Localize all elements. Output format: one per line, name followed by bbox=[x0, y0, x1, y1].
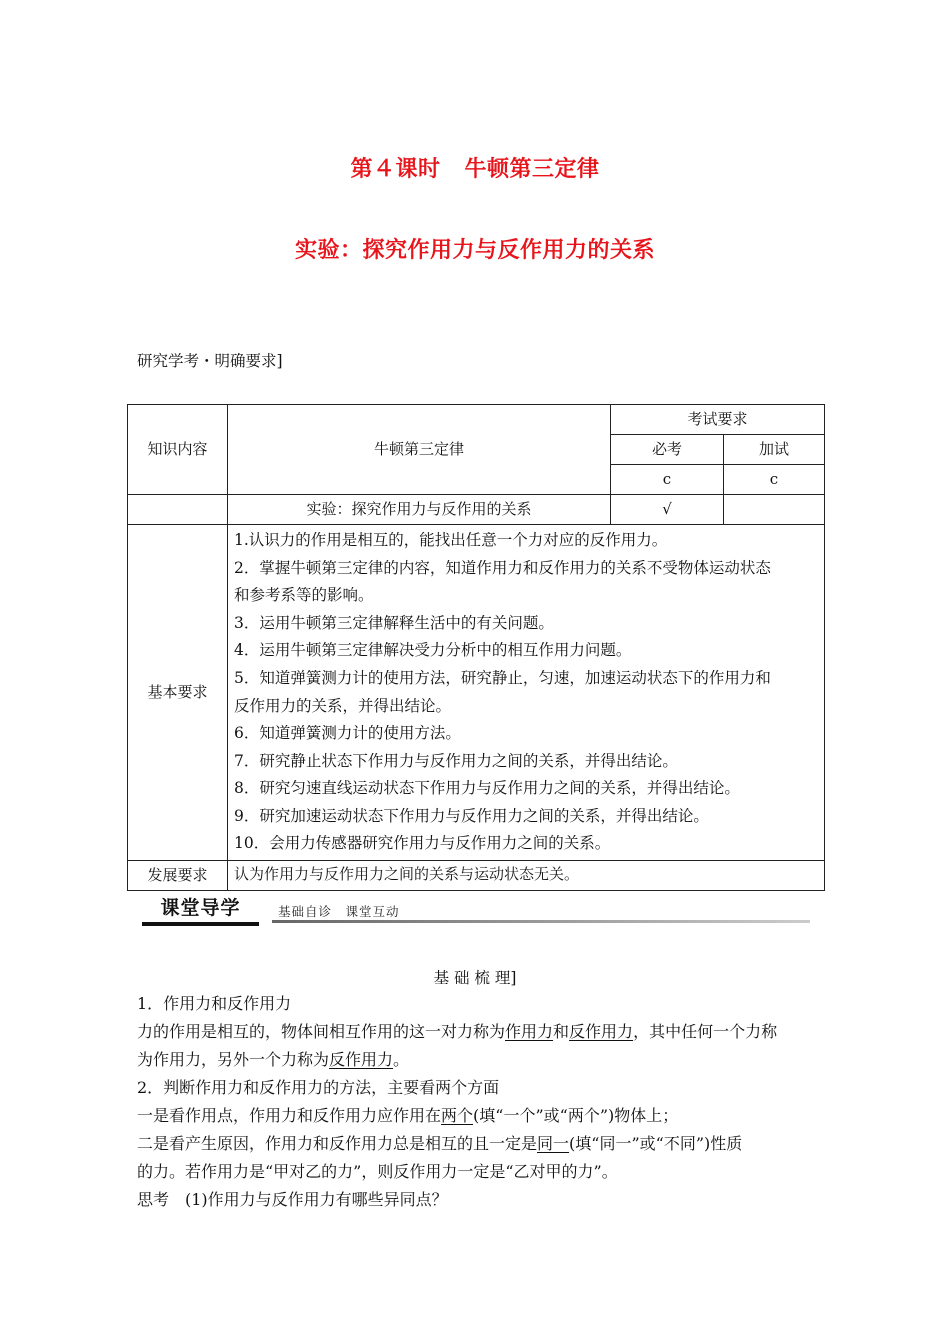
lesson-topic: 牛顿第三定律 bbox=[464, 157, 600, 182]
answer-blank: 两个 bbox=[441, 1106, 474, 1125]
lesson-number: 第４课时 bbox=[350, 157, 441, 182]
answer-blank: 反作用力 bbox=[329, 1050, 394, 1069]
p1-title: 1．作用力和反作用力 bbox=[137, 994, 292, 1013]
exam-req-label: 考试要求 bbox=[611, 405, 825, 435]
p2-title: 2．判断作用力和反作用力的方法，主要看两个方面 bbox=[137, 1078, 500, 1097]
answer-blank: 作用力 bbox=[505, 1022, 554, 1041]
row2-content: 实验：探究作用力与反作用的关系 bbox=[228, 495, 611, 525]
row1-content: 牛顿第三定律 bbox=[228, 405, 611, 495]
dev-label: 发展要求 bbox=[128, 861, 228, 891]
basic-item: 10．会用力传感器研究作用力与反作用力之间的关系。 bbox=[234, 834, 611, 853]
basic-item: 和参考系等的影响。 bbox=[234, 586, 374, 605]
required-label: 必考 bbox=[611, 435, 724, 465]
think-question: 思考 (1)作用力与反作用力有哪些异同点？ bbox=[137, 1190, 448, 1209]
class-guide-banner bbox=[142, 896, 810, 926]
banner-subtitle: 基础自诊 课堂互动 bbox=[278, 904, 400, 919]
requirements-table bbox=[127, 404, 825, 891]
basic-item: 8．研究匀速直线运动状态下作用力与反作用力之间的关系，并得出结论。 bbox=[234, 779, 740, 798]
knowledge-label: 知识内容 bbox=[128, 405, 228, 495]
banner-label: 课堂导学 bbox=[142, 896, 259, 926]
lesson-title bbox=[0, 152, 950, 183]
content-body bbox=[137, 990, 827, 1214]
dev-text: 认为作用力与反作用力之间的关系与运动状态无关。 bbox=[228, 861, 825, 891]
basic-item: 2．掌握牛顿第三定律的内容，知道作用力和反作用力的关系不受物体运动状态 bbox=[234, 558, 771, 577]
row2-required: √ bbox=[611, 495, 724, 525]
basic-items bbox=[228, 525, 825, 861]
basic-item: 3．运用牛顿第三定律解释生活中的有关问题。 bbox=[234, 613, 554, 632]
basic-item: 1.认识力的作用是相互的，能找出任意一个力对应的反作用力。 bbox=[234, 530, 668, 549]
answer-blank: 反作用力 bbox=[569, 1022, 634, 1041]
p2-line3: 的力。若作用力是“甲对乙的力”，则反作用力一定是“乙对甲的力”。 bbox=[137, 1162, 618, 1181]
basic-item: 9．研究加速运动状态下作用力与反作用力之间的关系，并得出结论。 bbox=[234, 806, 709, 825]
extra-label: 加试 bbox=[724, 435, 825, 465]
banner-rule bbox=[272, 920, 810, 923]
basic-label: 基本要求 bbox=[128, 525, 228, 861]
p2-line2: 二是看产生原因，作用力和反作用力总是相互的且一定是同一(填“同一”或“不同”)性质 bbox=[137, 1134, 743, 1153]
basics-heading: 基 础 梳 理] bbox=[433, 969, 517, 987]
p2-line1: 一是看作用点，作用力和反作用力应作用在两个(填“一个”或“两个”)物体上； bbox=[137, 1106, 679, 1125]
experiment-title: 实验：探究作用力与反作用力的关系 bbox=[294, 238, 655, 263]
basic-item: 4．运用牛顿第三定律解决受力分析中的相互作用力问题。 bbox=[234, 641, 632, 660]
answer-blank: 同一 bbox=[537, 1134, 570, 1153]
p1-line1: 力的作用是相互的，物体间相互作用的这一对力称为作用力和反作用力，其中任何一个力称 bbox=[137, 1022, 778, 1041]
row1-required: c bbox=[611, 465, 724, 495]
p1-line2: 为作用力，另外一个力称为反作用力。 bbox=[137, 1050, 410, 1069]
basic-item: 7．研究静止状态下作用力与反作用力之间的关系，并得出结论。 bbox=[234, 751, 678, 770]
basic-item: 6．知道弹簧测力计的使用方法。 bbox=[234, 724, 461, 743]
row2-extra bbox=[724, 495, 825, 525]
row1-extra: c bbox=[724, 465, 825, 495]
basic-item: 5．知道弹簧测力计的使用方法，研究静止，匀速，加速运动状态下的作用力和 bbox=[234, 668, 771, 687]
section-heading: 研究学考・明确要求] bbox=[137, 352, 283, 370]
basic-item: 反作用力的关系，并得出结论。 bbox=[234, 696, 452, 715]
